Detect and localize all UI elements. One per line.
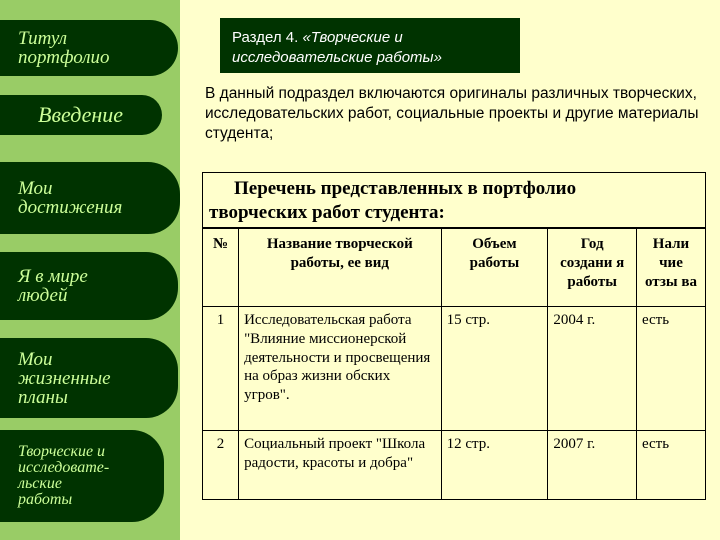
cell-name: Социальный проект "Школа радости, красоты и добра" bbox=[239, 431, 442, 500]
works-list-title-line1: Перечень представленных в портфолио bbox=[234, 178, 577, 199]
nav-item-label: Титул портфолио bbox=[18, 28, 110, 68]
section-label: Раздел 4. bbox=[232, 29, 299, 46]
table-row bbox=[203, 431, 706, 500]
sidebar-nav bbox=[0, 0, 180, 540]
column-header-year: Год создани я работы bbox=[548, 229, 637, 307]
nav-item-achievements[interactable] bbox=[0, 162, 180, 234]
cell-review: есть bbox=[636, 307, 705, 431]
cell-volume: 12 стр. bbox=[441, 431, 548, 500]
nav-item-life-plans[interactable] bbox=[0, 338, 178, 418]
table-row bbox=[203, 307, 706, 431]
cell-year: 2007 г. bbox=[548, 431, 637, 500]
cell-number: 2 bbox=[203, 431, 239, 500]
cell-name: Исследовательская работа "Влияние миссионерской деятельности и просвещения на образ жизни обских угров". bbox=[239, 307, 442, 431]
section-title: «Творческие и исследовательские работы» bbox=[232, 29, 442, 66]
nav-item-label: Мои достижения bbox=[18, 178, 123, 218]
column-header-number: № bbox=[203, 229, 239, 307]
nav-item-label: Творческие и исследовате- льские работы bbox=[18, 443, 110, 508]
works-list-title bbox=[202, 172, 706, 228]
cell-year: 2004 г. bbox=[548, 307, 637, 431]
section-header bbox=[220, 18, 520, 73]
nav-item-title-portfolio[interactable] bbox=[0, 20, 178, 76]
cell-volume: 15 стр. bbox=[441, 307, 548, 431]
nav-item-creative-works[interactable] bbox=[0, 430, 164, 522]
column-header-name: Название творческой работы, ее вид bbox=[239, 229, 442, 307]
nav-item-label: Я в мире людей bbox=[18, 266, 88, 306]
nav-item-introduction[interactable] bbox=[0, 95, 162, 135]
cell-number: 1 bbox=[203, 307, 239, 431]
works-table bbox=[202, 228, 706, 500]
section-description: В данный подраздел включаются оригиналы различных творческих, исследовательских работ, социальные проекты и другие материалы студента; bbox=[205, 85, 699, 142]
column-header-review: Нали чие отзы ва bbox=[636, 229, 705, 307]
table-header-row bbox=[203, 229, 706, 307]
nav-item-label: Мои жизненные планы bbox=[18, 348, 111, 408]
cell-review: есть bbox=[636, 431, 705, 500]
nav-item-me-among-people[interactable] bbox=[0, 252, 178, 320]
works-list-title-line2: творческих работ студента: bbox=[209, 201, 445, 223]
column-header-volume: Объем работы bbox=[441, 229, 548, 307]
nav-item-label: Введение bbox=[38, 102, 124, 127]
